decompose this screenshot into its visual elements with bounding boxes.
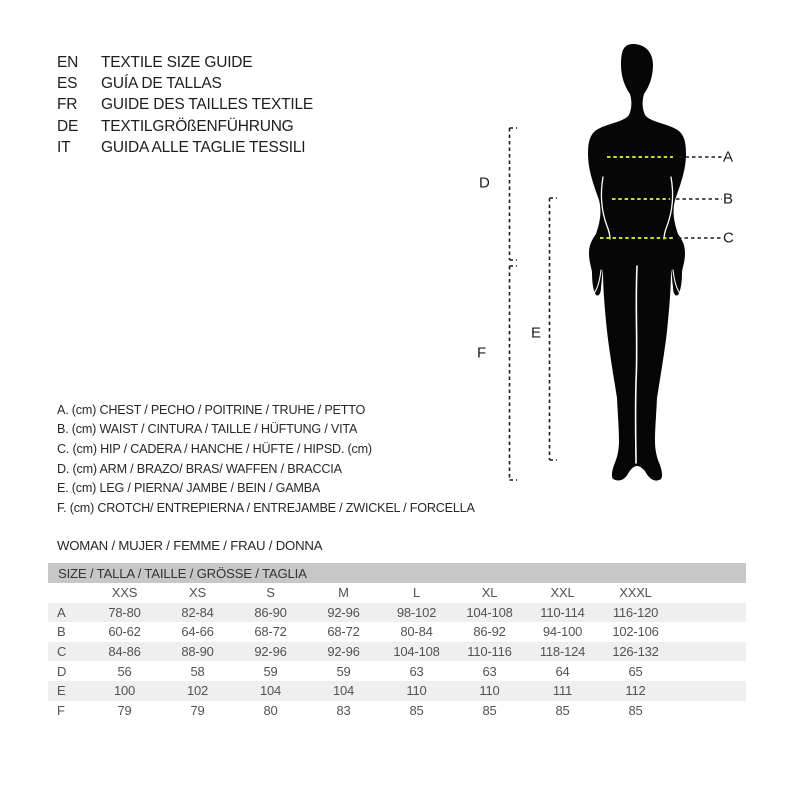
size-table-heading: SIZE / TALLA / TAILLE / GRÖSSE / TAGLIA (48, 563, 746, 583)
cell: 85 (555, 702, 570, 718)
marker-a-label: A (723, 148, 734, 166)
language-code: EN (57, 53, 79, 71)
row-label: D (57, 663, 67, 679)
marker-c-label: C (723, 229, 734, 247)
language-code: ES (57, 74, 78, 92)
language-row-es (57, 73, 313, 94)
cell: 68-72 (254, 624, 287, 640)
cell: 65 (628, 663, 643, 679)
marker-f-label: F (477, 344, 487, 362)
legend-item-hip: C. (cm) HIP / CADERA / HANCHE / HÜFTE / HIPSD. (cm) (57, 441, 372, 456)
cell: 112 (625, 683, 646, 699)
row-label: C (57, 644, 67, 660)
column-header: S (266, 585, 275, 601)
cell: 79 (117, 702, 132, 718)
language-code: DE (57, 117, 79, 135)
legend-item-arm: D. (cm) ARM / BRAZO/ BRAS/ WAFFEN / BRACCIA (57, 461, 342, 476)
language-row-it (57, 137, 313, 158)
cell: 104 (332, 683, 355, 699)
table-row-d (48, 661, 746, 681)
measurement-legend (57, 400, 475, 518)
table-row-b (48, 622, 746, 642)
legend-item-leg: E. (cm) LEG / PIERNA/ JAMBE / BEIN / GAMBA (57, 481, 321, 496)
marker-e-label: E (531, 324, 542, 342)
woman-silhouette (588, 44, 686, 481)
cell: 86-92 (473, 624, 506, 640)
cell: 104 (259, 683, 282, 699)
column-header: XXS (111, 585, 138, 601)
table-row-e (48, 681, 746, 701)
cell: 83 (336, 702, 351, 718)
cell: 79 (190, 702, 205, 718)
language-title: TEXTILE SIZE GUIDE (101, 53, 253, 71)
cell: 118-124 (539, 644, 586, 660)
column-header: L (412, 585, 421, 601)
cell: 59 (336, 663, 351, 679)
measurement-diagram (470, 20, 770, 500)
row-label: E (57, 683, 66, 699)
table-row-c (48, 642, 746, 662)
language-title: TEXTILGRÖßENFÜHRUNG (101, 117, 294, 135)
cell: 126-132 (612, 644, 659, 660)
cell: 85 (482, 702, 497, 718)
language-title-block (57, 52, 313, 158)
row-label: A (57, 604, 66, 620)
cell: 92-96 (254, 644, 287, 660)
size-table-header-row (48, 583, 746, 603)
size-table (48, 563, 746, 720)
cell: 104-108 (393, 644, 440, 660)
cell: 110 (479, 683, 500, 699)
cell: 110 (406, 683, 427, 699)
gender-heading: WOMAN / MUJER / FEMME / FRAU / DONNA (57, 538, 323, 553)
language-row-en (57, 52, 313, 73)
cell: 64 (555, 663, 570, 679)
cell: 110-114 (540, 604, 585, 620)
cell: 85 (628, 702, 643, 718)
legend-item-chest: A. (cm) CHEST / PECHO / POITRINE / TRUHE / PETTO (57, 402, 366, 417)
column-header: XXL (550, 585, 575, 601)
language-code: IT (57, 138, 71, 156)
cell: 94-100 (542, 624, 583, 640)
cell: 110-116 (467, 644, 512, 660)
cell: 102-106 (612, 624, 659, 640)
column-header: XS (189, 585, 206, 601)
column-header: M (338, 585, 349, 601)
legend-item-waist: B. (cm) WAIST / CINTURA / TAILLE / HÜFTUNG / VITA (57, 422, 358, 437)
cell: 92-96 (327, 644, 360, 660)
language-row-fr (57, 95, 313, 116)
cell: 68-72 (327, 624, 360, 640)
cell: 78-80 (108, 604, 141, 620)
marker-b-label: B (723, 190, 734, 208)
cell: 80 (263, 702, 278, 718)
column-header: XL (481, 585, 498, 601)
language-title: GUIDA ALLE TAGLIE TESSILI (101, 138, 306, 156)
cell: 92-96 (327, 604, 360, 620)
cell: 64-66 (181, 624, 214, 640)
cell: 59 (263, 663, 278, 679)
cell: 88-90 (181, 644, 214, 660)
cell: 85 (409, 702, 424, 718)
cell: 116-120 (612, 604, 659, 620)
cell: 100 (113, 683, 136, 699)
table-row-a (48, 603, 746, 623)
cell: 63 (409, 663, 424, 679)
cell: 102 (186, 683, 209, 699)
cell: 60-62 (108, 624, 141, 640)
cell: 82-84 (181, 604, 214, 620)
language-row-de (57, 116, 313, 137)
row-label: F (57, 702, 65, 718)
language-title: GUIDE DES TAILLES TEXTILE (101, 96, 314, 114)
cell: 58 (190, 663, 205, 679)
row-label: B (57, 624, 66, 640)
cell: 63 (482, 663, 497, 679)
cell: 80-84 (400, 624, 433, 640)
cell: 86-90 (254, 604, 287, 620)
column-header: XXXL (619, 585, 652, 601)
cell: 56 (117, 663, 132, 679)
cell: 104-108 (466, 604, 513, 620)
legend-item-crotch: F. (cm) CROTCH/ ENTREPIERNA / ENTREJAMBE / ZWICKEL / FORCELLA (57, 500, 475, 515)
language-title: GUÍA DE TALLAS (101, 74, 222, 92)
language-code: FR (57, 96, 78, 114)
cell: 111 (552, 683, 573, 699)
marker-d-label: D (479, 174, 490, 192)
cell: 84-86 (108, 644, 141, 660)
cell: 98-102 (396, 604, 437, 620)
table-row-f (48, 701, 746, 721)
